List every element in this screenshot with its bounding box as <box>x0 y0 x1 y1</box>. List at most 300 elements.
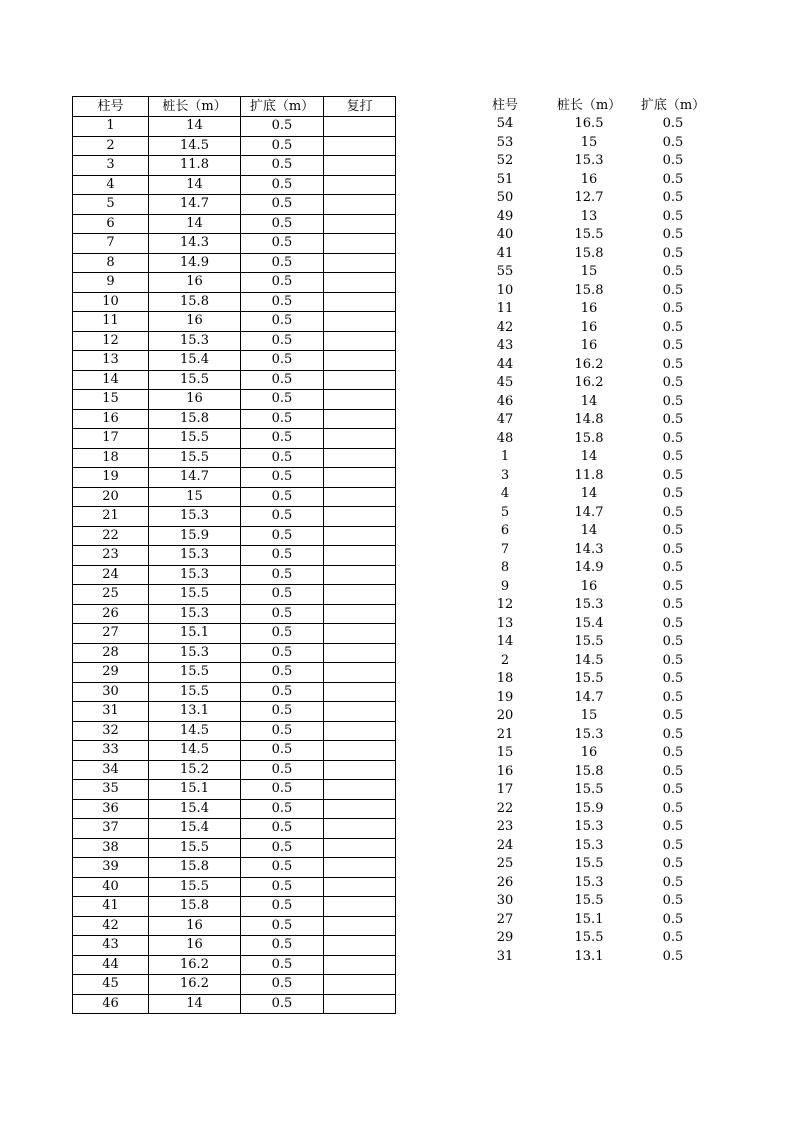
cell-base-expansion: 0.5 <box>241 448 324 468</box>
table-row <box>73 858 396 878</box>
cell-column-no: 24 <box>496 837 514 853</box>
table-row <box>465 615 713 634</box>
cell-base-expansion: 0.5 <box>241 507 324 527</box>
cell-pile-length: 13 <box>580 208 598 224</box>
cell-base-expansion: 0.5 <box>241 117 324 137</box>
table-row <box>465 337 713 356</box>
cell-column-no: 9 <box>73 273 149 293</box>
cell-base-expansion: 0.5 <box>241 273 324 293</box>
table-row <box>73 975 396 995</box>
cell-column-no: 30 <box>73 682 149 702</box>
cell-redrive <box>324 526 396 546</box>
table-row <box>465 744 713 763</box>
table-row <box>73 663 396 683</box>
cell-base-expansion: 0.5 <box>241 429 324 449</box>
cell-pile-length: 16 <box>149 390 241 410</box>
cell-pile-length: 15.3 <box>149 565 241 585</box>
cell-pile-length: 14 <box>149 994 241 1014</box>
cell-pile-length: 15.4 <box>149 799 241 819</box>
cell-column-no: 26 <box>73 604 149 624</box>
cell-base-expansion: 0.5 <box>662 615 684 631</box>
cell-column-no: 10 <box>496 282 514 298</box>
cell-base-expansion: 0.5 <box>662 245 684 261</box>
cell-column-no: 35 <box>73 780 149 800</box>
cell-redrive <box>324 507 396 527</box>
cell-base-expansion: 0.5 <box>662 708 684 723</box>
table-row <box>465 781 713 800</box>
cell-redrive <box>324 624 396 644</box>
cell-base-expansion: 0.5 <box>662 689 684 705</box>
cell-base-expansion: 0.5 <box>662 634 684 649</box>
cell-pile-length: 15.4 <box>149 351 241 371</box>
table-row <box>73 916 396 936</box>
table-row <box>465 689 713 708</box>
cell-base-expansion: 0.5 <box>662 671 684 686</box>
table-row <box>73 117 396 137</box>
cell-pile-length: 15.8 <box>149 897 241 917</box>
cell-redrive <box>324 936 396 956</box>
cell-redrive <box>324 565 396 585</box>
table-row <box>465 541 713 560</box>
cell-base-expansion: 0.5 <box>662 208 684 224</box>
table-row <box>465 504 713 523</box>
cell-pile-length: 11.8 <box>149 156 241 176</box>
cell-pile-length: 15.5 <box>574 671 604 686</box>
cell-pile-length: 16.2 <box>574 375 604 390</box>
cell-base-expansion: 0.5 <box>662 874 684 890</box>
cell-redrive <box>324 780 396 800</box>
cell-pile-length: 15.9 <box>574 800 604 816</box>
cell-redrive <box>324 253 396 273</box>
cell-column-no: 20 <box>73 487 149 507</box>
cell-column-no: 53 <box>496 134 514 150</box>
table-row <box>73 624 396 644</box>
cell-column-no: 46 <box>496 393 514 409</box>
cell-column-no: 13 <box>73 351 149 371</box>
cell-column-no: 12 <box>496 597 514 612</box>
cell-redrive <box>324 721 396 741</box>
cell-redrive <box>324 390 396 410</box>
cell-pile-length: 15.3 <box>574 153 604 168</box>
cell-column-no: 1 <box>500 449 510 464</box>
cell-redrive <box>324 312 396 332</box>
cell-pile-length: 15.8 <box>574 282 604 298</box>
cell-redrive <box>324 799 396 819</box>
cell-column-no: 55 <box>496 264 514 279</box>
table-row <box>73 195 396 215</box>
cell-column-no: 11 <box>73 312 149 332</box>
cell-base-expansion: 0.5 <box>662 356 684 372</box>
cell-base-expansion: 0.5 <box>662 948 684 964</box>
cell-column-no: 4 <box>500 486 510 501</box>
cell-redrive <box>324 409 396 429</box>
cell-column-no: 25 <box>496 856 514 871</box>
table-row <box>73 175 396 195</box>
table-row <box>465 707 713 726</box>
cell-redrive <box>324 916 396 936</box>
cell-base-expansion: 0.5 <box>662 430 684 446</box>
table-row <box>73 253 396 273</box>
cell-pile-length: 15.3 <box>574 597 604 612</box>
cell-base-expansion: 0.5 <box>241 975 324 995</box>
table-row <box>73 351 396 371</box>
cell-column-no: 15 <box>73 390 149 410</box>
table-row <box>73 643 396 663</box>
cell-pile-length: 16 <box>580 171 598 187</box>
cell-base-expansion: 0.5 <box>241 741 324 761</box>
cell-column-no: 47 <box>496 412 514 427</box>
table-row <box>465 670 713 689</box>
cell-column-no: 12 <box>73 331 149 351</box>
header-row <box>73 97 396 117</box>
table-row <box>73 702 396 722</box>
table-row <box>73 799 396 819</box>
cell-pile-length: 14.7 <box>149 468 241 488</box>
cell-redrive <box>324 741 396 761</box>
cell-column-no: 44 <box>73 955 149 975</box>
table-row <box>73 877 396 897</box>
table-row <box>73 741 396 761</box>
cell-base-expansion: 0.5 <box>241 838 324 858</box>
cell-pile-length: 14 <box>580 393 598 409</box>
cell-pile-length: 14.7 <box>574 689 604 705</box>
cell-pile-length: 13.1 <box>574 948 604 964</box>
cell-column-no: 18 <box>496 671 514 686</box>
cell-pile-length: 15.4 <box>574 615 604 631</box>
table-row <box>73 312 396 332</box>
table-row <box>465 578 713 597</box>
table-row <box>73 526 396 546</box>
cell-base-expansion: 0.5 <box>241 312 324 332</box>
table-body <box>73 117 396 1014</box>
cell-column-no: 50 <box>496 190 514 205</box>
cell-pile-length: 15.5 <box>574 227 604 242</box>
cell-base-expansion: 0.5 <box>662 264 684 279</box>
cell-base-expansion: 0.5 <box>241 760 324 780</box>
table-row <box>465 263 713 282</box>
cell-redrive <box>324 117 396 137</box>
cell-column-no: 37 <box>73 819 149 839</box>
cell-base-expansion: 0.5 <box>241 234 324 254</box>
cell-base-expansion: 0.5 <box>662 763 684 779</box>
cell-column-no: 15 <box>496 745 514 760</box>
cell-column-no: 22 <box>73 526 149 546</box>
cell-column-no: 7 <box>500 541 510 557</box>
table-row <box>465 855 713 874</box>
cell-pile-length: 15.4 <box>149 819 241 839</box>
cell-base-expansion: 0.5 <box>662 449 684 464</box>
cell-base-expansion: 0.5 <box>241 526 324 546</box>
cell-base-expansion: 0.5 <box>241 468 324 488</box>
cell-column-no: 13 <box>496 615 514 631</box>
cell-column-no: 7 <box>73 234 149 254</box>
cell-base-expansion: 0.5 <box>241 546 324 566</box>
table-row <box>465 763 713 782</box>
table-row <box>465 171 713 190</box>
cell-pile-length: 15.5 <box>574 856 604 871</box>
cell-pile-length: 14.5 <box>574 652 604 668</box>
cell-base-expansion: 0.5 <box>241 604 324 624</box>
cell-column-no: 8 <box>500 560 510 575</box>
table-row <box>73 507 396 527</box>
cell-base-expansion: 0.5 <box>241 292 324 312</box>
table-row <box>73 390 396 410</box>
cell-pile-length: 15.5 <box>149 429 241 449</box>
table-row <box>73 448 396 468</box>
cell-column-no: 2 <box>500 652 510 668</box>
cell-base-expansion: 0.5 <box>241 214 324 234</box>
cell-pile-length: 15.1 <box>574 911 604 927</box>
table-row <box>73 292 396 312</box>
table-row <box>465 356 713 375</box>
table-row <box>73 370 396 390</box>
cell-base-expansion: 0.5 <box>662 467 684 483</box>
table-row <box>73 331 396 351</box>
cell-column-no: 33 <box>73 741 149 761</box>
table-row <box>465 208 713 227</box>
cell-redrive <box>324 487 396 507</box>
cell-pile-length: 15.5 <box>149 682 241 702</box>
cell-redrive <box>324 351 396 371</box>
cell-column-no: 40 <box>496 227 514 242</box>
cell-pile-length: 15.3 <box>574 819 604 834</box>
table-row <box>73 136 396 156</box>
cell-redrive <box>324 955 396 975</box>
cell-pile-length: 16.2 <box>149 975 241 995</box>
cell-column-no: 14 <box>73 370 149 390</box>
cell-base-expansion: 0.5 <box>662 930 684 945</box>
cell-pile-length: 15.5 <box>574 930 604 945</box>
cell-base-expansion: 0.5 <box>662 338 684 353</box>
table-row <box>73 214 396 234</box>
cell-column-no: 29 <box>73 663 149 683</box>
cell-pile-length: 16 <box>580 319 598 335</box>
cell-redrive <box>324 292 396 312</box>
cell-pile-length: 16 <box>149 273 241 293</box>
cell-column-no: 1 <box>73 117 149 137</box>
cell-column-no: 40 <box>73 877 149 897</box>
cell-base-expansion: 0.5 <box>662 652 684 668</box>
table-row <box>465 652 713 671</box>
cell-column-no: 11 <box>496 301 514 316</box>
cell-base-expansion: 0.5 <box>662 153 684 168</box>
cell-base-expansion: 0.5 <box>662 541 684 557</box>
cell-base-expansion: 0.5 <box>662 726 684 742</box>
cell-column-no: 6 <box>73 214 149 234</box>
cell-base-expansion: 0.5 <box>241 156 324 176</box>
table-row <box>73 409 396 429</box>
table-row <box>465 874 713 893</box>
cell-pile-length: 15.5 <box>149 877 241 897</box>
cell-column-no: 36 <box>73 799 149 819</box>
table-row <box>465 467 713 486</box>
table-row <box>73 546 396 566</box>
cell-pile-length: 15.3 <box>149 546 241 566</box>
cell-base-expansion: 0.5 <box>662 227 684 242</box>
cell-redrive <box>324 838 396 858</box>
cell-pile-length: 13.1 <box>149 702 241 722</box>
cell-column-no: 10 <box>73 292 149 312</box>
cell-base-expansion: 0.5 <box>241 994 324 1014</box>
cell-base-expansion: 0.5 <box>241 819 324 839</box>
cell-column-no: 39 <box>73 858 149 878</box>
table-row <box>465 929 713 948</box>
cell-pile-length: 14 <box>149 214 241 234</box>
cell-column-no: 42 <box>73 916 149 936</box>
cell-pile-length: 15.1 <box>149 624 241 644</box>
cell-base-expansion: 0.5 <box>662 190 684 205</box>
table-row <box>465 596 713 615</box>
cell-column-no: 6 <box>500 523 510 538</box>
table-row <box>465 800 713 819</box>
col-header-redrive: 复打 <box>324 97 396 117</box>
cell-pile-length: 15.5 <box>149 585 241 605</box>
cell-pile-length: 15.5 <box>574 634 604 649</box>
cell-column-no: 21 <box>73 507 149 527</box>
cell-pile-length: 16 <box>580 301 598 316</box>
cell-pile-length: 15.2 <box>149 760 241 780</box>
cell-redrive <box>324 702 396 722</box>
cell-pile-length: 15.3 <box>574 726 604 742</box>
cell-base-expansion: 0.5 <box>662 393 684 409</box>
table-row <box>465 892 713 911</box>
cell-column-no: 29 <box>496 930 514 945</box>
cell-base-expansion: 0.5 <box>241 390 324 410</box>
cell-pile-length: 14.3 <box>574 541 604 557</box>
cell-column-no: 20 <box>496 708 514 723</box>
cell-redrive <box>324 877 396 897</box>
cell-pile-length: 11.8 <box>574 467 604 483</box>
cell-column-no: 45 <box>496 375 514 390</box>
pile-table-right <box>465 96 713 966</box>
table-row <box>465 448 713 467</box>
cell-column-no: 19 <box>496 689 514 705</box>
cell-base-expansion: 0.5 <box>241 487 324 507</box>
cell-base-expansion: 0.5 <box>241 955 324 975</box>
cell-column-no: 3 <box>500 467 510 483</box>
cell-column-no: 41 <box>73 897 149 917</box>
cell-base-expansion: 0.5 <box>241 253 324 273</box>
table-row <box>465 319 713 338</box>
cell-pile-length: 16.2 <box>574 356 604 372</box>
cell-base-expansion: 0.5 <box>241 585 324 605</box>
cell-pile-length: 15.3 <box>574 874 604 890</box>
cell-base-expansion: 0.5 <box>662 134 684 150</box>
table-row <box>465 430 713 449</box>
table-row <box>465 818 713 837</box>
cell-base-expansion: 0.5 <box>662 375 684 390</box>
cell-redrive <box>324 760 396 780</box>
cell-redrive <box>324 643 396 663</box>
cell-column-no: 25 <box>73 585 149 605</box>
cell-base-expansion: 0.5 <box>241 721 324 741</box>
table-row <box>465 393 713 412</box>
table-row <box>465 726 713 745</box>
cell-pile-length: 15.8 <box>574 430 604 446</box>
cell-column-no: 9 <box>500 578 510 594</box>
cell-base-expansion: 0.5 <box>241 331 324 351</box>
cell-redrive <box>324 546 396 566</box>
cell-pile-length: 16 <box>149 936 241 956</box>
cell-column-no: 52 <box>496 153 514 168</box>
table-row <box>73 780 396 800</box>
table-row <box>73 936 396 956</box>
cell-column-no: 32 <box>73 721 149 741</box>
cell-pile-length: 15 <box>580 134 598 150</box>
cell-base-expansion: 0.5 <box>241 624 324 644</box>
cell-column-no: 23 <box>73 546 149 566</box>
table-row <box>465 152 713 171</box>
cell-redrive <box>324 682 396 702</box>
cell-pile-length: 14.5 <box>149 136 241 156</box>
cell-base-expansion: 0.5 <box>241 370 324 390</box>
cell-redrive <box>324 975 396 995</box>
cell-column-no: 21 <box>496 726 514 742</box>
cell-column-no: 31 <box>73 702 149 722</box>
cell-base-expansion: 0.5 <box>662 560 684 575</box>
cell-base-expansion: 0.5 <box>241 799 324 819</box>
table-row <box>73 604 396 624</box>
cell-pile-length: 14 <box>580 486 598 501</box>
cell-pile-length: 16 <box>580 578 598 594</box>
cell-column-no: 34 <box>73 760 149 780</box>
cell-column-no: 31 <box>496 948 514 964</box>
cell-pile-length: 15.3 <box>149 604 241 624</box>
cell-column-no: 30 <box>496 893 514 908</box>
cell-column-no: 16 <box>496 763 514 779</box>
cell-base-expansion: 0.5 <box>662 578 684 594</box>
cell-column-no: 49 <box>496 208 514 224</box>
table-row <box>465 485 713 504</box>
table-row <box>73 994 396 1014</box>
cell-pile-length: 15.3 <box>149 507 241 527</box>
cell-redrive <box>324 234 396 254</box>
cell-base-expansion: 0.5 <box>662 301 684 316</box>
cell-column-no: 5 <box>73 195 149 215</box>
cell-redrive <box>324 175 396 195</box>
cell-base-expansion: 0.5 <box>662 171 684 187</box>
col-header-column-no: 柱号 <box>491 98 518 113</box>
cell-base-expansion: 0.5 <box>662 319 684 335</box>
table-row <box>73 897 396 917</box>
cell-pile-length: 15.5 <box>574 782 604 797</box>
cell-base-expansion: 0.5 <box>241 351 324 371</box>
cell-base-expansion: 0.5 <box>662 282 684 298</box>
cell-base-expansion: 0.5 <box>662 893 684 908</box>
table-row <box>465 245 713 264</box>
cell-column-no: 38 <box>73 838 149 858</box>
cell-pile-length: 14.3 <box>149 234 241 254</box>
cell-column-no: 43 <box>496 338 514 353</box>
cell-base-expansion: 0.5 <box>662 745 684 760</box>
cell-base-expansion: 0.5 <box>241 702 324 722</box>
cell-redrive <box>324 858 396 878</box>
table-row <box>465 948 713 967</box>
cell-pile-length: 12.7 <box>574 190 604 205</box>
cell-redrive <box>324 136 396 156</box>
cell-column-no: 5 <box>500 504 510 520</box>
cell-column-no: 28 <box>73 643 149 663</box>
cell-redrive <box>324 273 396 293</box>
cell-base-expansion: 0.5 <box>662 116 684 131</box>
col-header-pile-length: 桩长（m） <box>556 98 622 113</box>
cell-pile-length: 14.5 <box>149 721 241 741</box>
cell-redrive <box>324 331 396 351</box>
cell-column-no: 27 <box>496 911 514 927</box>
cell-pile-length: 14.9 <box>149 253 241 273</box>
cell-pile-length: 15.3 <box>574 837 604 853</box>
cell-redrive <box>324 468 396 488</box>
